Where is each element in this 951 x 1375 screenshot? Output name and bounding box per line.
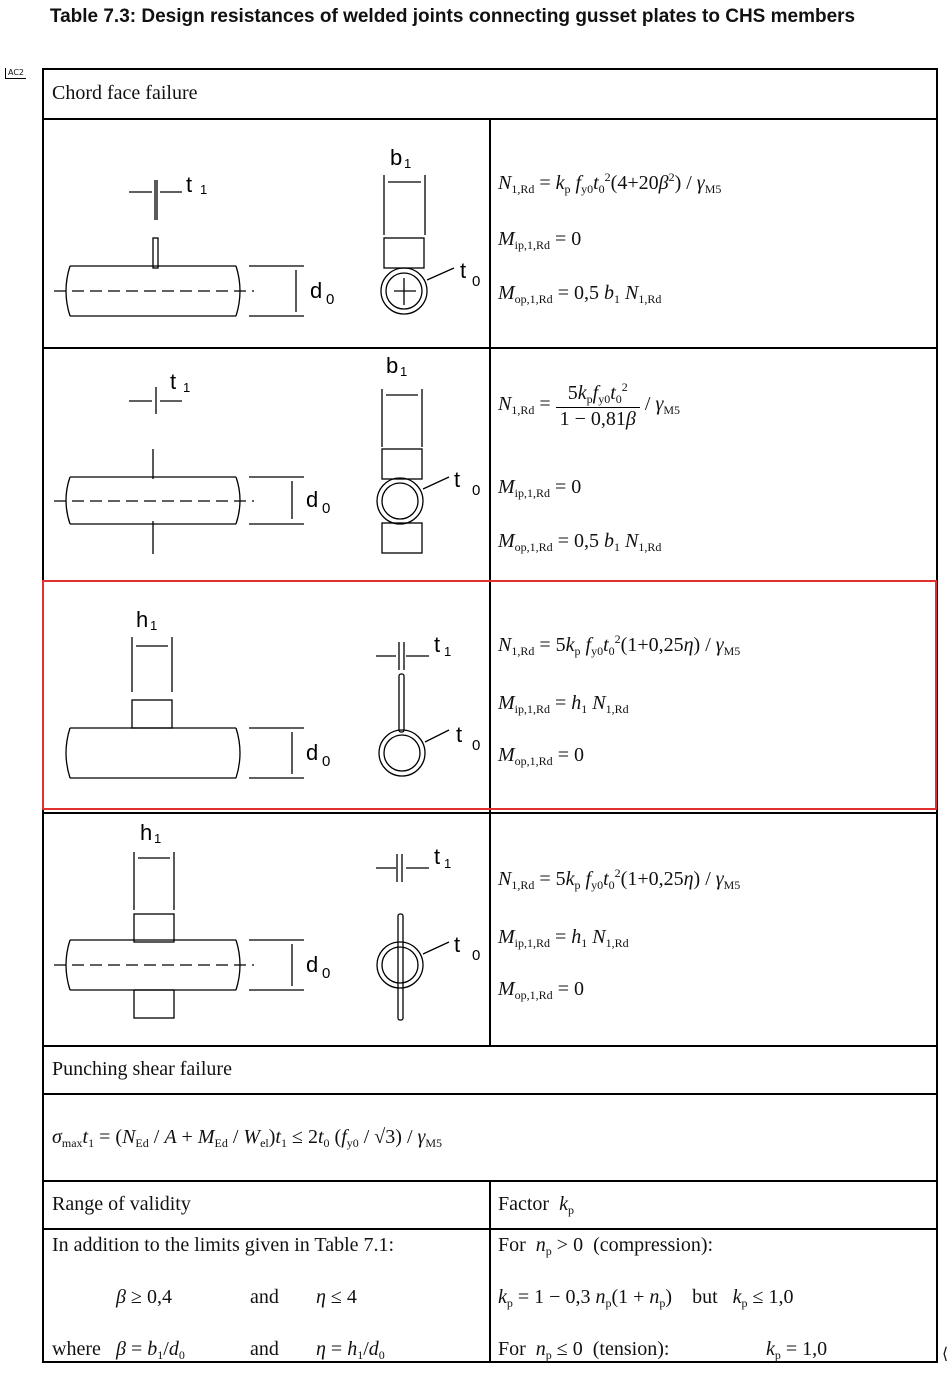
svg-text:b: b xyxy=(386,353,399,378)
svg-text:0: 0 xyxy=(326,291,335,308)
row3-mop-formula: $M_{op,1,Rd} = 0$ xyxy=(498,744,584,768)
row2-n-formula: $N_{1,Rd}$ = $\frac{5k_pf_{y0}t_0^2}{1 - 0,81\beta}$ / $\gamma_{M5}$ xyxy=(498,380,681,430)
where-text: where xyxy=(52,1338,101,1360)
svg-text:b: b xyxy=(390,145,403,170)
svg-text:1: 1 xyxy=(150,618,158,633)
svg-text:1: 1 xyxy=(404,156,412,171)
svg-text:h: h xyxy=(140,820,153,845)
and-2: and xyxy=(250,1338,279,1360)
punching-heading: Punching shear failure xyxy=(52,1058,232,1080)
svg-text:h: h xyxy=(136,607,149,632)
svg-text:t: t xyxy=(460,258,467,283)
row3-n-formula: $N_{1,Rd} = 5k_p$ $f_{y0}t_0^2(1+0,25\eta) / \gamma_{M5}$ xyxy=(498,632,741,658)
punching-formula: $\sigma_{max}t_1 = (N_{Ed} / A + M_{Ed} / W_{el})t_1 \le 2t_0$ $(f_{y0} / √3) / \gamma_{M5}$ xyxy=(52,1126,443,1150)
svg-text:t: t xyxy=(434,632,441,657)
row3-figure xyxy=(44,582,488,808)
svg-text:0: 0 xyxy=(472,737,481,754)
svg-text:t: t xyxy=(434,844,441,869)
svg-text:t: t xyxy=(454,932,461,957)
svg-text:1: 1 xyxy=(154,831,162,846)
row3-mip-formula: $M_{ip,1,Rd} = h_1$ $N_{1,Rd}$ xyxy=(498,692,629,716)
row4-mip-formula: $M_{ip,1,Rd} = h_1$ $N_{1,Rd}$ xyxy=(498,926,629,950)
row4-figure xyxy=(44,814,488,1044)
row4-mop-formula: $M_{op,1,Rd} = 0$ xyxy=(498,978,584,1002)
svg-text:1: 1 xyxy=(400,364,408,379)
ac2-marker: AC2 xyxy=(5,68,26,79)
svg-text:t: t xyxy=(456,722,463,747)
svg-text:t: t xyxy=(454,467,461,492)
eta-condition: η ≤ 4 xyxy=(316,1286,357,1308)
row1-mip-formula: $M_{ip,1,Rd} = 0$ xyxy=(498,228,582,252)
svg-text:0: 0 xyxy=(472,273,481,290)
table-title: Table 7.3: Design resistances of welded joints connecting gusset plates to CHS members xyxy=(49,6,856,27)
t1-label: t xyxy=(186,172,193,197)
chord-face-heading: Chord face failure xyxy=(52,82,198,104)
ac2-end-marker: ⟨ xyxy=(942,1344,949,1363)
svg-text:0: 0 xyxy=(472,947,481,964)
row1-figure xyxy=(44,120,488,346)
eta-definition: $\eta = h_1/d_0$ xyxy=(316,1338,385,1362)
svg-text:0: 0 xyxy=(322,965,331,982)
svg-text:0: 0 xyxy=(322,753,331,770)
validity-intro: In addition to the limits given in Table 7.1: xyxy=(52,1234,395,1256)
svg-text:1: 1 xyxy=(183,380,191,395)
row4-n-formula: $N_{1,Rd} = 5k_p$ $f_{y0}t_0^2(1+0,25\eta) / \gamma_{M5}$ xyxy=(498,866,741,892)
svg-text:0: 0 xyxy=(472,482,481,499)
tension-condition: For $n_p \le 0$ (tension): xyxy=(498,1338,670,1362)
kp-one: $k_p = 1,0$ xyxy=(766,1338,828,1362)
and-1: and xyxy=(250,1286,279,1308)
svg-text:1: 1 xyxy=(200,182,208,197)
beta-definition: $\beta = b_1/d_0$ xyxy=(116,1338,185,1362)
svg-text:d: d xyxy=(306,487,319,512)
svg-text:d: d xyxy=(306,952,319,977)
kp-formula: $k_p = 1 - 0,3$ $n_p(1 + n_p)$ but $k_p \le 1,0$ xyxy=(498,1286,794,1310)
compression-condition: For $n_p > 0$ (compression): xyxy=(498,1234,714,1258)
svg-text:1: 1 xyxy=(444,644,452,659)
row1-n-formula: $N_{1,Rd} = k_p$ $f_{y0}t_0^2(4+20\beta^2) / \gamma_{M5}$ xyxy=(498,170,722,196)
svg-text:1: 1 xyxy=(444,856,452,871)
beta-condition: β ≥ 0,4 xyxy=(116,1286,172,1308)
range-heading: Range of validity xyxy=(52,1193,191,1215)
svg-text:0: 0 xyxy=(322,500,331,517)
svg-text:t: t xyxy=(170,369,177,394)
svg-text:d: d xyxy=(306,740,319,765)
factor-heading: Factor $k_p$ xyxy=(498,1193,574,1217)
row2-mop-formula: $M_{op,1,Rd} = 0,5$ $b_1$ $N_{1,Rd}$ xyxy=(498,530,662,554)
svg-text:d: d xyxy=(310,278,323,303)
row2-figure xyxy=(44,349,488,579)
row2-mip-formula: $M_{ip,1,Rd} = 0$ xyxy=(498,476,582,500)
row1-mop-formula: $M_{op,1,Rd} = 0,5$ $b_1$ $N_{1,Rd}$ xyxy=(498,282,662,306)
